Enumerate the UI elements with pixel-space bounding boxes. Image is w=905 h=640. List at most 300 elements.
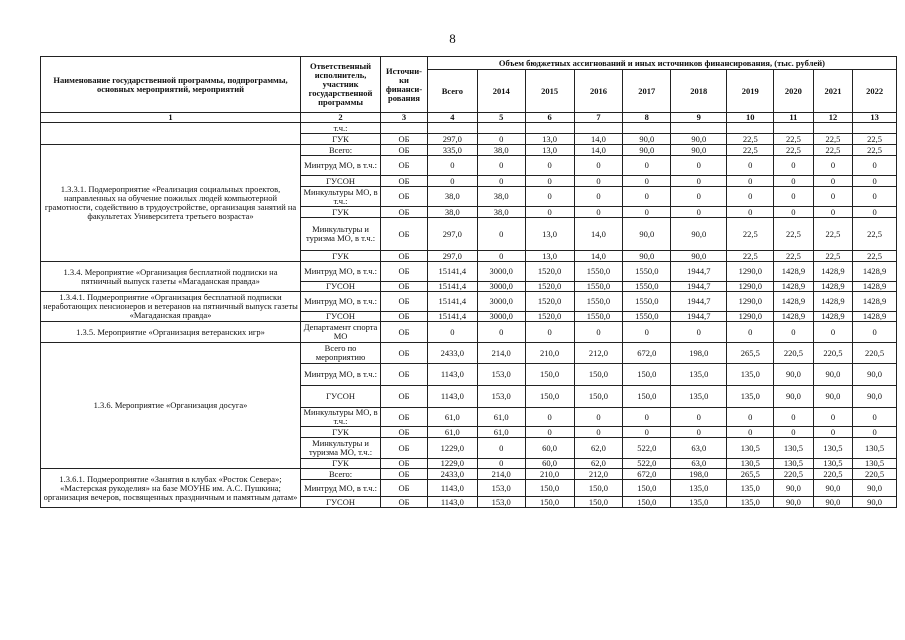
responsible-cell: ГУСОН [301,282,381,292]
value-cell: 0 [574,207,623,218]
value-cell: 135,0 [727,364,774,386]
header-index-12: 12 [813,113,853,123]
value-cell: 1290,0 [727,312,774,322]
value-cell [671,123,727,134]
value-cell: 1143,0 [427,386,477,408]
value-cell: 0 [813,322,853,343]
value-cell: 0 [774,187,814,207]
source-cell: ОБ [381,251,428,262]
page-number: 8 [449,31,456,46]
value-cell: 90,0 [774,497,814,508]
header-responsible-column: Ответственный исполнитель, участник государственной программы [301,57,381,113]
value-cell: 38,0 [477,145,525,156]
value-cell: 1290,0 [727,292,774,312]
value-cell: 90,0 [853,497,897,508]
value-cell: 135,0 [727,480,774,497]
measure-name: 1.3.3.1. Подмероприятие «Реализация социальных проектов, направленных на обучение пожилых людей компьютерной грамотности, содействию в трудоустройстве, организация занятий на факультетах Университета третьего возраста» [41,145,301,262]
value-cell: 0 [623,207,671,218]
value-cell [853,123,897,134]
value-cell: 14,0 [574,134,623,145]
header-index-2: 2 [301,113,381,123]
header-year-5: 2018 [671,70,727,113]
value-cell: 0 [813,207,853,218]
value-cell: 150,0 [623,364,671,386]
value-cell: 13,0 [525,145,574,156]
value-cell: 0 [813,408,853,427]
value-cell: 0 [853,156,897,176]
value-cell: 0 [671,156,727,176]
value-cell: 1428,9 [813,312,853,322]
source-cell: ОБ [381,408,428,427]
value-cell: 90,0 [813,364,853,386]
value-cell: 15141,4 [427,312,477,322]
value-cell: 0 [853,408,897,427]
value-cell: 1550,0 [623,292,671,312]
value-cell: 3000,0 [477,262,525,282]
value-cell: 63,0 [671,438,727,459]
responsible-cell: Всего: [301,469,381,480]
value-cell: 522,0 [623,459,671,469]
source-cell: ОБ [381,459,428,469]
header-index-8: 8 [623,113,671,123]
value-cell: 297,0 [427,251,477,262]
value-cell: 90,0 [853,386,897,408]
value-cell: 265,5 [727,469,774,480]
source-cell [381,123,428,134]
value-cell: 220,5 [774,469,814,480]
value-cell: 1229,0 [427,459,477,469]
value-cell: 22,5 [774,251,814,262]
value-cell: 3000,0 [477,312,525,322]
value-cell [574,123,623,134]
header-index-11: 11 [774,113,814,123]
value-cell: 0 [525,176,574,187]
value-cell: 1550,0 [574,262,623,282]
header-index-3: 3 [381,113,428,123]
value-cell: 0 [427,322,477,343]
value-cell: 62,0 [574,459,623,469]
value-cell: 2433,0 [427,469,477,480]
value-cell: 22,5 [853,134,897,145]
value-cell: 0 [813,187,853,207]
value-cell: 0 [774,156,814,176]
value-cell: 153,0 [477,386,525,408]
value-cell: 130,5 [774,459,814,469]
value-cell: 0 [774,427,814,438]
value-cell: 38,0 [427,187,477,207]
value-cell: 1550,0 [623,312,671,322]
value-cell: 130,5 [774,438,814,459]
value-cell: 1944,7 [671,292,727,312]
value-cell: 63,0 [671,459,727,469]
value-cell: 150,0 [525,480,574,497]
value-cell: 0 [574,427,623,438]
header-year-8: 2021 [813,70,853,113]
source-cell: ОБ [381,262,428,282]
value-cell: 0 [477,156,525,176]
value-cell [477,123,525,134]
value-cell: 0 [853,322,897,343]
value-cell: 0 [477,459,525,469]
value-cell: 0 [525,187,574,207]
value-cell: 1428,9 [774,292,814,312]
responsible-cell: ГУК [301,207,381,218]
value-cell: 0 [623,408,671,427]
measure-name [41,123,301,145]
value-cell: 0 [727,156,774,176]
value-cell: 150,0 [574,480,623,497]
responsible-cell: Всего по мероприятию [301,343,381,364]
header-index-4: 4 [427,113,477,123]
responsible-cell: Минкультуры и туризма МО, в т.ч.: [301,218,381,251]
value-cell: 14,0 [574,251,623,262]
value-cell: 1428,9 [813,292,853,312]
value-cell: 135,0 [671,480,727,497]
value-cell: 0 [427,176,477,187]
value-cell: 0 [525,207,574,218]
value-cell: 13,0 [525,218,574,251]
value-cell: 150,0 [574,386,623,408]
source-cell: ОБ [381,364,428,386]
value-cell: 1944,7 [671,312,727,322]
value-cell: 22,5 [813,218,853,251]
responsible-cell: ГУСОН [301,176,381,187]
source-cell: ОБ [381,312,428,322]
table-row [41,292,897,312]
table-row [41,469,897,480]
responsible-cell: ГУК [301,459,381,469]
value-cell: 61,0 [427,427,477,438]
source-cell: ОБ [381,156,428,176]
value-cell: 0 [774,176,814,187]
responsible-cell: Минкультуры МО, в т.ч.: [301,408,381,427]
value-cell: 1143,0 [427,364,477,386]
value-cell: 265,5 [727,343,774,364]
header-year-7: 2020 [774,70,814,113]
value-cell: 672,0 [623,469,671,480]
value-cell: 1944,7 [671,282,727,292]
value-cell: 0 [727,207,774,218]
value-cell: 90,0 [671,145,727,156]
value-cell: 22,5 [813,251,853,262]
header-year-3: 2016 [574,70,623,113]
measure-name: 1.3.4.1. Подмероприятие «Организация бесплатной подписки неработающих пенсионеров и ветеранов на пятничный выпуск газеты «Магаданская правда» [41,292,301,322]
responsible-cell: ГУК [301,251,381,262]
value-cell: 135,0 [671,497,727,508]
value-cell: 1520,0 [525,312,574,322]
value-cell: 0 [525,427,574,438]
value-cell: 0 [671,322,727,343]
value-cell: 61,0 [477,408,525,427]
value-cell: 1550,0 [574,282,623,292]
value-cell: 135,0 [671,364,727,386]
value-cell: 15141,4 [427,282,477,292]
value-cell: 0 [574,156,623,176]
value-cell: 0 [774,408,814,427]
responsible-cell: Минкультуры МО, в т.ч.: [301,187,381,207]
header-index-6: 6 [525,113,574,123]
value-cell: 22,5 [853,145,897,156]
value-cell: 150,0 [623,386,671,408]
value-cell: 0 [623,156,671,176]
table-row [41,343,897,364]
value-cell: 0 [477,438,525,459]
value-cell: 672,0 [623,343,671,364]
value-cell: 0 [477,176,525,187]
value-cell: 1290,0 [727,262,774,282]
value-cell: 0 [477,134,525,145]
value-cell: 0 [623,427,671,438]
value-cell: 0 [574,187,623,207]
value-cell: 90,0 [774,386,814,408]
value-cell: 0 [774,207,814,218]
value-cell: 0 [671,187,727,207]
value-cell: 22,5 [813,134,853,145]
value-cell: 220,5 [774,343,814,364]
value-cell: 0 [813,156,853,176]
value-cell: 1428,9 [853,312,897,322]
responsible-cell: ГУСОН [301,312,381,322]
source-cell: ОБ [381,292,428,312]
header-year-1: 2014 [477,70,525,113]
value-cell: 1428,9 [774,262,814,282]
value-cell: 1428,9 [774,312,814,322]
value-cell: 22,5 [853,218,897,251]
value-cell: 0 [727,408,774,427]
value-cell: 150,0 [525,364,574,386]
value-cell: 22,5 [727,134,774,145]
header-source-column: Источни-ки финанси-рования [381,57,428,113]
value-cell: 1143,0 [427,480,477,497]
value-cell: 1520,0 [525,282,574,292]
value-cell: 22,5 [727,218,774,251]
source-cell: ОБ [381,438,428,459]
value-cell: 0 [623,187,671,207]
value-cell: 220,5 [853,343,897,364]
table-row [41,322,897,343]
header-name-column: Наименование государственной программы, подпрограммы, основных мероприятий, мероприятий [41,57,301,113]
value-cell: 22,5 [813,145,853,156]
value-cell: 130,5 [853,459,897,469]
value-cell: 0 [727,187,774,207]
value-cell: 90,0 [813,497,853,508]
value-cell: 1550,0 [623,282,671,292]
value-cell: 1428,9 [853,282,897,292]
table-row [41,145,897,156]
value-cell: 90,0 [853,364,897,386]
header-year-9: 2022 [853,70,897,113]
source-cell: ОБ [381,343,428,364]
value-cell: 150,0 [623,497,671,508]
header-index-1: 1 [41,113,301,123]
header-index-5: 5 [477,113,525,123]
responsible-cell: Всего: [301,145,381,156]
value-cell: 0 [525,322,574,343]
responsible-cell: Департамент спорта МО [301,322,381,343]
value-cell: 210,0 [525,469,574,480]
value-cell [813,123,853,134]
measure-name: 1.3.6.1. Подмероприятие «Занятия в клубах «Росток Севера»; «Мастерская рукоделия» на базе МОУНБ им. А.С. Пушкина; организация вечеров, посвященных праздничным и памятным датам» [41,469,301,508]
source-cell: ОБ [381,282,428,292]
value-cell: 0 [623,176,671,187]
value-cell: 22,5 [774,145,814,156]
value-cell: 1944,7 [671,262,727,282]
value-cell: 130,5 [853,438,897,459]
value-cell: 150,0 [574,364,623,386]
value-cell: 90,0 [813,386,853,408]
value-cell: 198,0 [671,469,727,480]
value-cell: 90,0 [853,480,897,497]
value-cell: 220,5 [813,343,853,364]
responsible-cell: т.ч.: [301,123,381,134]
value-cell: 0 [671,207,727,218]
source-cell: ОБ [381,322,428,343]
value-cell: 0 [813,427,853,438]
value-cell: 130,5 [813,438,853,459]
value-cell: 130,5 [727,438,774,459]
value-cell: 297,0 [427,134,477,145]
value-cell: 1550,0 [574,312,623,322]
value-cell: 1550,0 [623,262,671,282]
value-cell: 2433,0 [427,343,477,364]
value-cell: 1428,9 [853,292,897,312]
header-year-0: Всего [427,70,477,113]
responsible-cell: Минтруд МО, в т.ч.: [301,156,381,176]
value-cell: 22,5 [774,218,814,251]
value-cell: 0 [574,408,623,427]
value-cell: 90,0 [623,134,671,145]
value-cell: 214,0 [477,469,525,480]
header-index-13: 13 [853,113,897,123]
responsible-cell: ГУСОН [301,386,381,408]
source-cell: ОБ [381,480,428,497]
value-cell: 522,0 [623,438,671,459]
header-year-2: 2015 [525,70,574,113]
source-cell: ОБ [381,386,428,408]
source-cell: ОБ [381,218,428,251]
value-cell: 220,5 [813,469,853,480]
value-cell: 0 [853,187,897,207]
value-cell: 130,5 [813,459,853,469]
measure-name: 1.3.5. Мероприятие «Организация ветеранских игр» [41,322,301,343]
value-cell: 38,0 [477,207,525,218]
value-cell: 0 [853,427,897,438]
value-cell [525,123,574,134]
responsible-cell: ГУСОН [301,497,381,508]
value-cell: 335,0 [427,145,477,156]
value-cell: 130,5 [727,459,774,469]
value-cell: 62,0 [574,438,623,459]
value-cell: 135,0 [671,386,727,408]
value-cell: 220,5 [853,469,897,480]
value-cell: 90,0 [774,480,814,497]
value-cell: 1428,9 [774,282,814,292]
value-cell: 210,0 [525,343,574,364]
source-cell: ОБ [381,427,428,438]
value-cell [727,123,774,134]
value-cell: 214,0 [477,343,525,364]
value-cell: 0 [574,322,623,343]
value-cell: 22,5 [727,251,774,262]
value-cell: 0 [853,207,897,218]
value-cell: 150,0 [525,497,574,508]
table-row [41,123,897,134]
value-cell: 38,0 [477,187,525,207]
value-cell: 153,0 [477,497,525,508]
value-cell: 1428,9 [813,282,853,292]
value-cell: 135,0 [727,386,774,408]
value-cell: 150,0 [574,497,623,508]
value-cell: 1550,0 [574,292,623,312]
value-cell: 1290,0 [727,282,774,292]
value-cell: 0 [671,176,727,187]
source-cell: ОБ [381,145,428,156]
value-cell: 0 [671,408,727,427]
header-index-9: 9 [671,113,727,123]
source-cell: ОБ [381,497,428,508]
value-cell: 297,0 [427,218,477,251]
value-cell: 14,0 [574,218,623,251]
responsible-cell: ГУК [301,427,381,438]
value-cell [623,123,671,134]
responsible-cell: Минтруд МО, в т.ч.: [301,364,381,386]
value-cell: 15141,4 [427,292,477,312]
responsible-cell: Минтруд МО, в т.ч.: [301,292,381,312]
value-cell: 0 [525,156,574,176]
value-cell: 150,0 [623,480,671,497]
value-cell [774,123,814,134]
value-cell [427,123,477,134]
value-cell: 3000,0 [477,282,525,292]
header-year-4: 2017 [623,70,671,113]
responsible-cell: Минтруд МО, в т.ч.: [301,480,381,497]
value-cell: 0 [774,322,814,343]
value-cell: 13,0 [525,251,574,262]
value-cell: 13,0 [525,134,574,145]
value-cell: 90,0 [671,251,727,262]
value-cell: 198,0 [671,343,727,364]
source-cell: ОБ [381,176,428,187]
value-cell: 22,5 [774,134,814,145]
value-cell: 14,0 [574,145,623,156]
value-cell: 22,5 [853,251,897,262]
value-cell: 0 [525,408,574,427]
value-cell: 212,0 [574,469,623,480]
responsible-cell: Минтруд МО, в т.ч.: [301,262,381,282]
measure-name: 1.3.6. Мероприятие «Организация досуга» [41,343,301,469]
budget-table [40,56,897,508]
value-cell: 0 [574,176,623,187]
value-cell: 90,0 [671,134,727,145]
value-cell: 60,0 [525,438,574,459]
source-cell: ОБ [381,469,428,480]
responsible-cell: Минкультуры и туризма МО, т.ч.: [301,438,381,459]
value-cell: 1520,0 [525,262,574,282]
value-cell: 135,0 [727,497,774,508]
value-cell: 1143,0 [427,497,477,508]
header-year-6: 2019 [727,70,774,113]
value-cell: 0 [727,176,774,187]
value-cell: 0 [671,427,727,438]
value-cell: 150,0 [525,386,574,408]
value-cell: 0 [477,322,525,343]
value-cell: 1428,9 [813,262,853,282]
source-cell: ОБ [381,187,428,207]
value-cell: 0 [623,322,671,343]
header-index-7: 7 [574,113,623,123]
value-cell: 1229,0 [427,438,477,459]
value-cell: 1520,0 [525,292,574,312]
